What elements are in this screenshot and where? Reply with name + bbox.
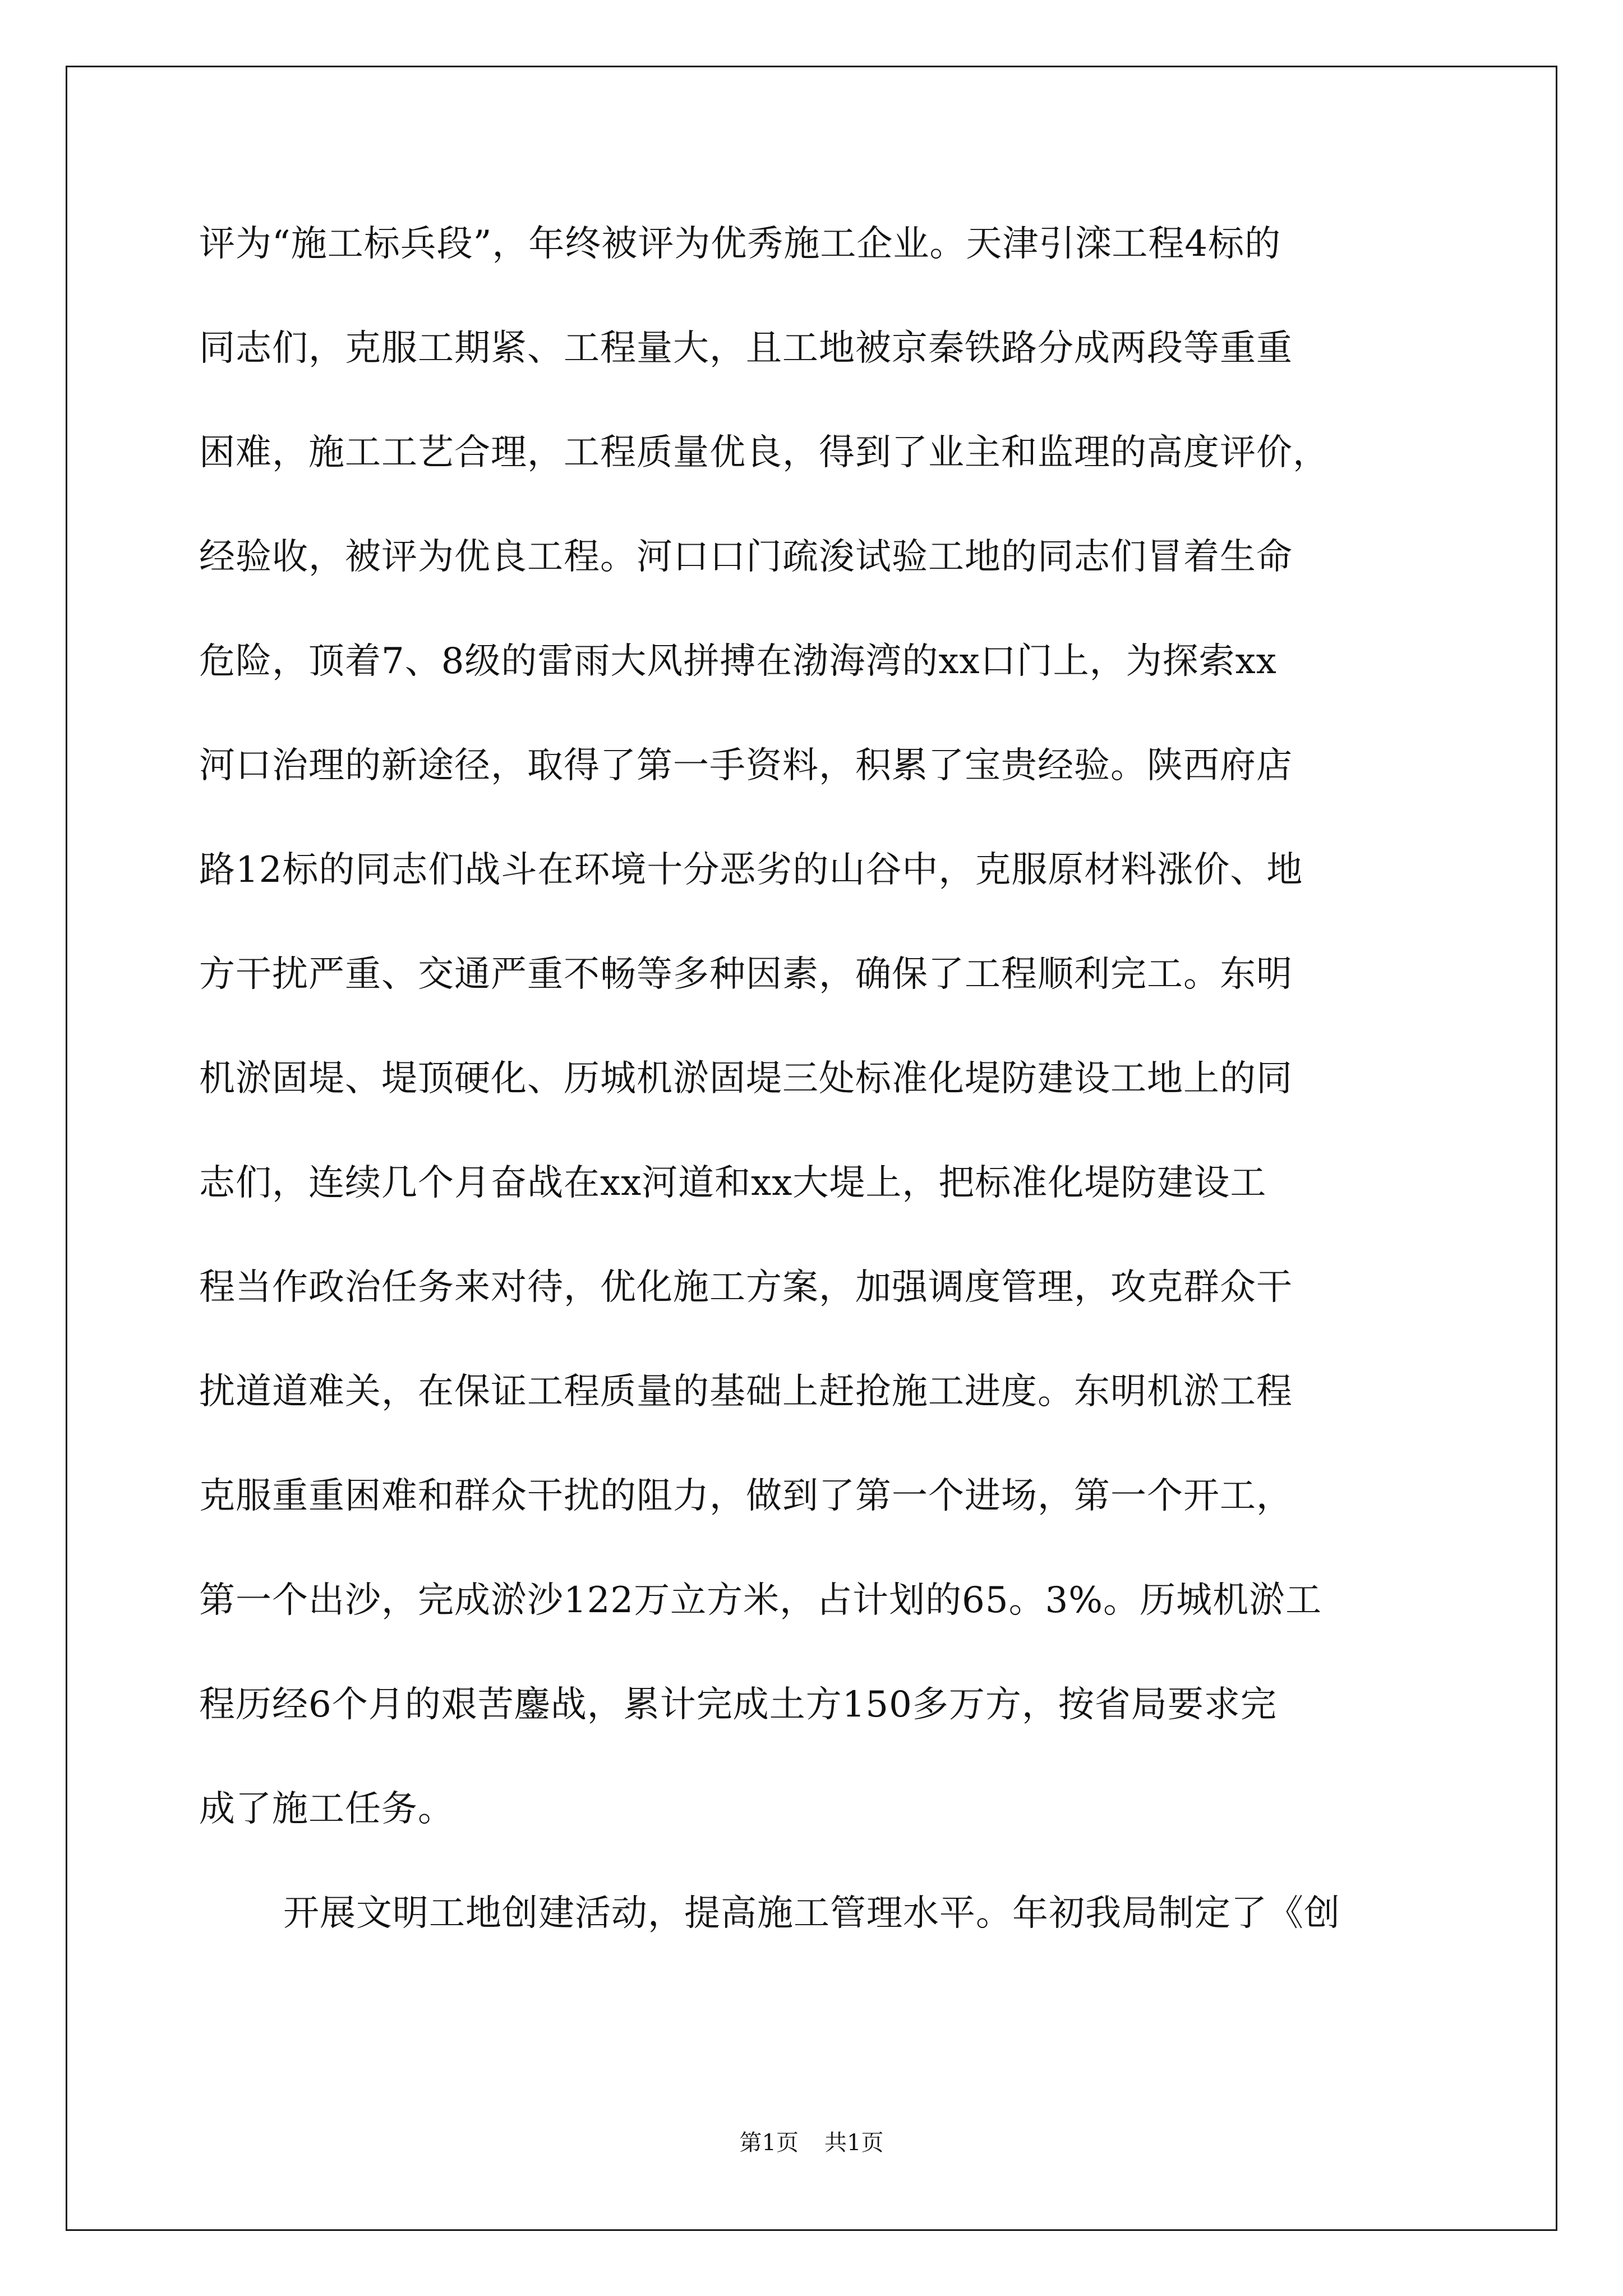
paragraph-line: 克服重重困难和群众干扰的阻力，做到了第一个进场，第一个开工， xyxy=(199,1475,1293,1517)
paragraph-line: 危险，顶着7、8级的雷雨大风拼搏在渤海湾的xx口门上，为探索xx xyxy=(199,641,1277,682)
paragraph-line: 成了施工任务。 xyxy=(199,1788,454,1830)
paragraph-line: 方干扰严重、交通严重不畅等多种因素，确保了工程顺利完工。东明 xyxy=(199,954,1293,995)
paragraph-line: 经验收，被评为优良工程。河口口门疏浚试验工地的同志们冒着生命 xyxy=(199,536,1293,578)
paragraph-line: 志们，连续几个月奋战在xx河道和xx大堤上，把标准化堤防建设工 xyxy=(199,1162,1267,1204)
paragraph-line: 第一个出沙，完成淤沙122万立方米，占计划的65。3%。历城机淤工 xyxy=(199,1580,1322,1621)
paragraph-line: 机淤固堤、堤顶硬化、历城机淤固堤三处标准化堤防建设工地上的同 xyxy=(199,1058,1293,1099)
paragraph-2-first-line: 开展文明工地创建活动，提高施工管理水平。年初我局制定了《创 xyxy=(283,1893,1340,1934)
paragraph-line: 路12标的同志们战斗在环境十分恶劣的山谷中，克服原材料涨价、地 xyxy=(199,849,1303,891)
paragraph-line: 评为“施工标兵段”，年终被评为优秀施工企业。天津引滦工程4标的 xyxy=(199,223,1281,265)
page-number: 第1页 xyxy=(739,2130,799,2156)
paragraph-line: 同志们，克服工期紧、工程量大，且工地被京秦铁路分成两段等重重 xyxy=(199,328,1293,369)
paragraph-line: 扰道道难关，在保证工程质量的基础上赶抢施工进度。东明机淤工程 xyxy=(199,1371,1293,1412)
paragraph-line: 程当作政治任务来对待，优化施工方案，加强调度管理，攻克群众干 xyxy=(199,1267,1293,1308)
page-footer xyxy=(0,2129,1623,2157)
page-total: 共1页 xyxy=(824,2130,884,2156)
paragraph-line: 困难，施工工艺合理，工程质量优良，得到了业主和监理的高度评价， xyxy=(199,432,1329,473)
paragraph-line: 程历经6个月的艰苦鏖战，累计完成土方150多万方，按省局要求完 xyxy=(199,1684,1277,1726)
paragraph-line: 河口治理的新途径，取得了第一手资料，积累了宝贵经验。陕西府店 xyxy=(199,745,1293,786)
